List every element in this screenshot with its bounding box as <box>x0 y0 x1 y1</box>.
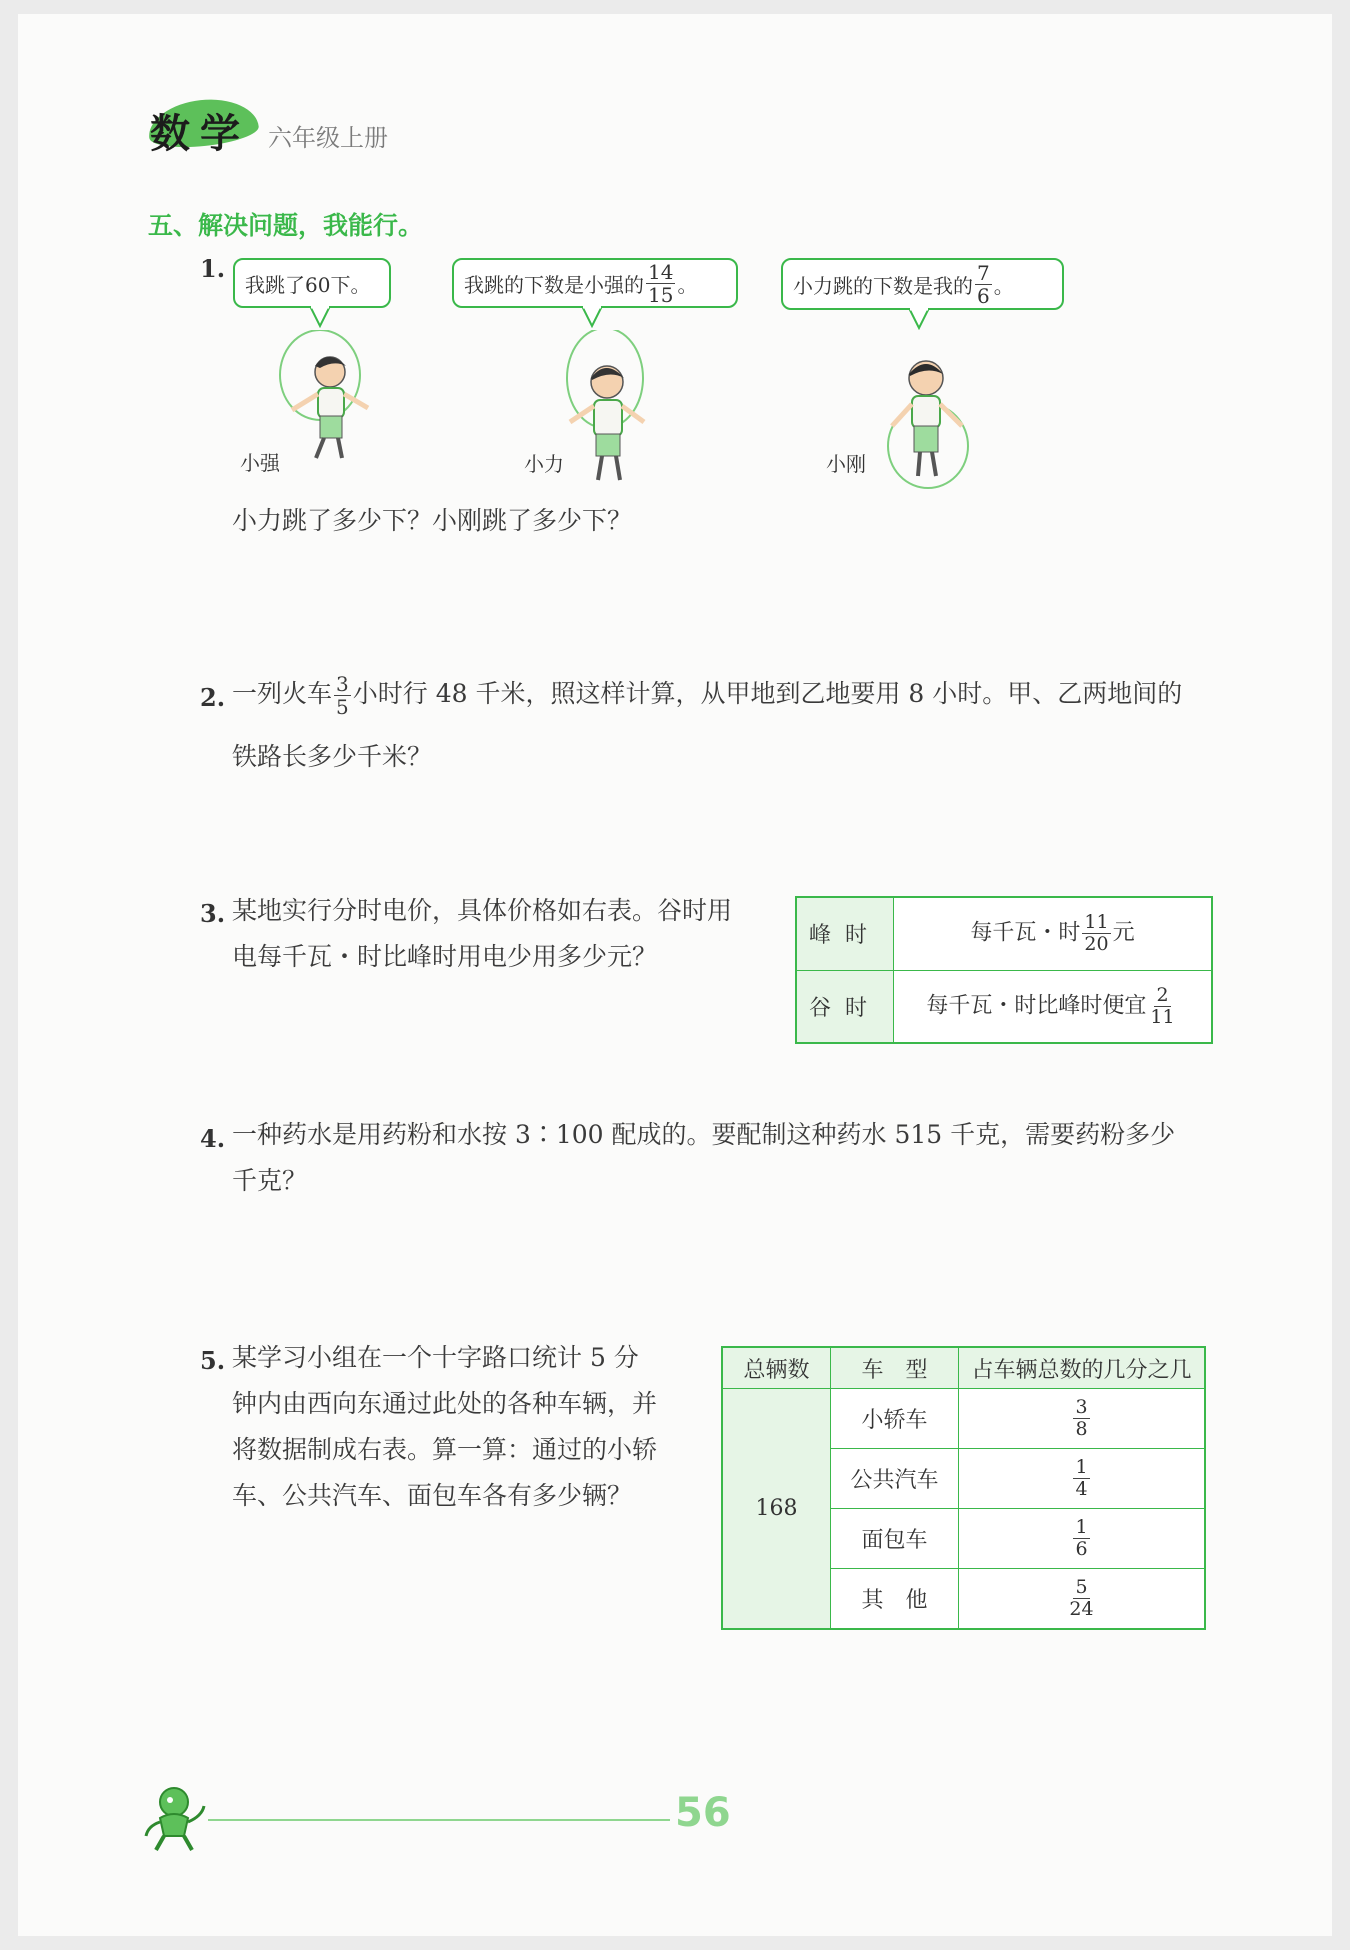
question-5-line-3: 将数据制成右表。算一算：通过的小轿 <box>232 1435 658 1464</box>
question-3-line-2: 电每千瓦・时比峰时用电少用多少元？ <box>232 942 658 971</box>
question-5-number: 5. <box>200 1346 226 1375</box>
fraction-denominator: 6 <box>977 283 990 308</box>
question-5-line-2: 钟内由西向东通过此处的各种车辆，并 <box>232 1389 658 1418</box>
bubble-tail-c <box>907 308 931 330</box>
fraction-cell <box>959 1509 1206 1569</box>
cell-text: 每千瓦・时 <box>970 920 1081 946</box>
text-segment: 一列火车 <box>232 679 333 708</box>
fraction-cell <box>959 1389 1206 1449</box>
vehicle-type-cell: 公共汽车 <box>831 1449 959 1509</box>
total-count-cell: 168 <box>722 1389 831 1630</box>
question-2-line-2: 铁路长多少千米？ <box>232 742 433 771</box>
subject-title: 数学 <box>150 111 250 157</box>
question-4-number: 4. <box>200 1124 226 1153</box>
bubble-text: 。 <box>993 273 1014 298</box>
speech-bubble-xiaoqiang <box>233 258 391 308</box>
name-label-xiaogang: 小刚 <box>826 452 866 476</box>
fraction-cell <box>959 1569 1206 1630</box>
bubble-tail-a <box>308 306 332 328</box>
question-4-line-2: 千克？ <box>232 1166 308 1195</box>
boy-jumping-rope-xiaoqiang-illustration <box>270 330 380 475</box>
name-label-xiaoqiang: 小强 <box>240 451 280 475</box>
fraction <box>1082 913 1110 954</box>
fraction-denominator: 11 <box>1150 1005 1175 1028</box>
fraction-cell <box>959 1449 1206 1509</box>
vehicle-type-cell: 小轿车 <box>831 1389 959 1449</box>
table-header-row <box>722 1347 1205 1389</box>
name-label-xiaoli: 小力 <box>524 452 564 476</box>
table-row <box>722 1389 1205 1449</box>
column-header: 占车辆总数的几分之几 <box>959 1347 1206 1389</box>
question-4-line-1: 一种药水是用药粉和水按 3∶100 配成的。要配制这种药水 515 千克，需要药粉多少 <box>232 1120 1176 1149</box>
cell-text: 元 <box>1112 920 1135 946</box>
footer-divider <box>208 1819 670 1821</box>
bubble-tail-b <box>580 306 604 328</box>
question-3-number: 3. <box>200 899 226 928</box>
fraction <box>1148 983 1176 1028</box>
fraction-numerator: 3 <box>1075 1396 1088 1418</box>
question-5-line-4: 车、公共汽车、面包车各有多少辆？ <box>232 1481 633 1510</box>
bubble-text: 我跳的下数是小强的 <box>464 272 644 297</box>
peak-label: 峰时 <box>796 897 894 970</box>
fraction <box>1073 1518 1089 1559</box>
page-number: 56 <box>675 1790 731 1836</box>
fraction-denominator: 15 <box>648 282 674 307</box>
fraction-denominator: 20 <box>1084 933 1109 956</box>
boy-jumping-rope-xiaoli-illustration <box>550 330 660 490</box>
fraction-numerator: 1 <box>1075 1456 1088 1478</box>
section-heading: 五、解决问题，我能行。 <box>148 211 424 240</box>
boy-jumping-rope-xiaogang-illustration <box>876 356 986 496</box>
fraction-numerator: 3 <box>336 672 349 696</box>
fraction-denominator: 5 <box>336 695 349 719</box>
vehicle-statistics-table <box>721 1346 1206 1630</box>
question-2-line-1 <box>232 671 1182 717</box>
question-1-text: 小力跳了多少下？小刚跳了多少下？ <box>232 506 633 535</box>
fraction-numerator: 7 <box>977 260 990 285</box>
fraction-numerator: 11 <box>1084 911 1109 934</box>
bubble-text: 我跳了60下。 <box>245 272 371 297</box>
table-row-peak <box>796 897 1212 970</box>
cartoon-mascot-icon <box>142 1780 212 1854</box>
speech-bubble-xiaoli <box>452 258 738 308</box>
fraction <box>975 260 992 308</box>
column-header: 车 型 <box>831 1347 959 1389</box>
vehicle-type-cell: 面包车 <box>831 1509 959 1569</box>
question-3-line-1: 某地实行分时电价，具体价格如右表。谷时用 <box>232 896 733 925</box>
bubble-text: 小力跳的下数是我的 <box>793 273 973 298</box>
speech-bubble-xiaogang <box>781 258 1064 310</box>
fraction <box>646 259 675 307</box>
fraction-denominator: 4 <box>1075 1478 1088 1500</box>
text-segment: 小时行 48 千米，照这样计算，从甲地到乙地要用 8 小时。甲、乙两地间的 <box>352 679 1183 708</box>
valley-label: 谷时 <box>796 970 894 1043</box>
fraction <box>1073 1398 1089 1439</box>
fraction <box>1073 1458 1089 1499</box>
bubble-text: 。 <box>677 272 698 297</box>
column-header: 总辆数 <box>722 1347 831 1389</box>
cell-text: 每千瓦・时比峰时便宜 <box>926 993 1147 1019</box>
vehicle-type-cell: 其 他 <box>831 1569 959 1630</box>
fraction-numerator: 2 <box>1156 983 1169 1006</box>
fraction-denominator: 24 <box>1069 1598 1094 1620</box>
fraction-numerator: 1 <box>1075 1516 1088 1538</box>
fraction <box>334 674 351 717</box>
table-row-valley <box>796 970 1212 1043</box>
grade-subtitle: 六年级上册 <box>268 124 388 152</box>
fraction-denominator: 6 <box>1075 1538 1088 1560</box>
peak-price-cell <box>894 897 1213 970</box>
fraction-denominator: 8 <box>1075 1418 1088 1440</box>
question-2-number: 2. <box>200 683 226 712</box>
question-5-line-1: 某学习小组在一个十字路口统计 5 分 <box>232 1343 639 1372</box>
fraction-numerator: 5 <box>1075 1576 1088 1598</box>
electricity-price-table <box>795 896 1213 1044</box>
fraction <box>1067 1578 1095 1619</box>
question-1-number: 1. <box>200 254 226 283</box>
fraction-numerator: 14 <box>648 259 674 284</box>
valley-price-cell <box>894 970 1213 1043</box>
